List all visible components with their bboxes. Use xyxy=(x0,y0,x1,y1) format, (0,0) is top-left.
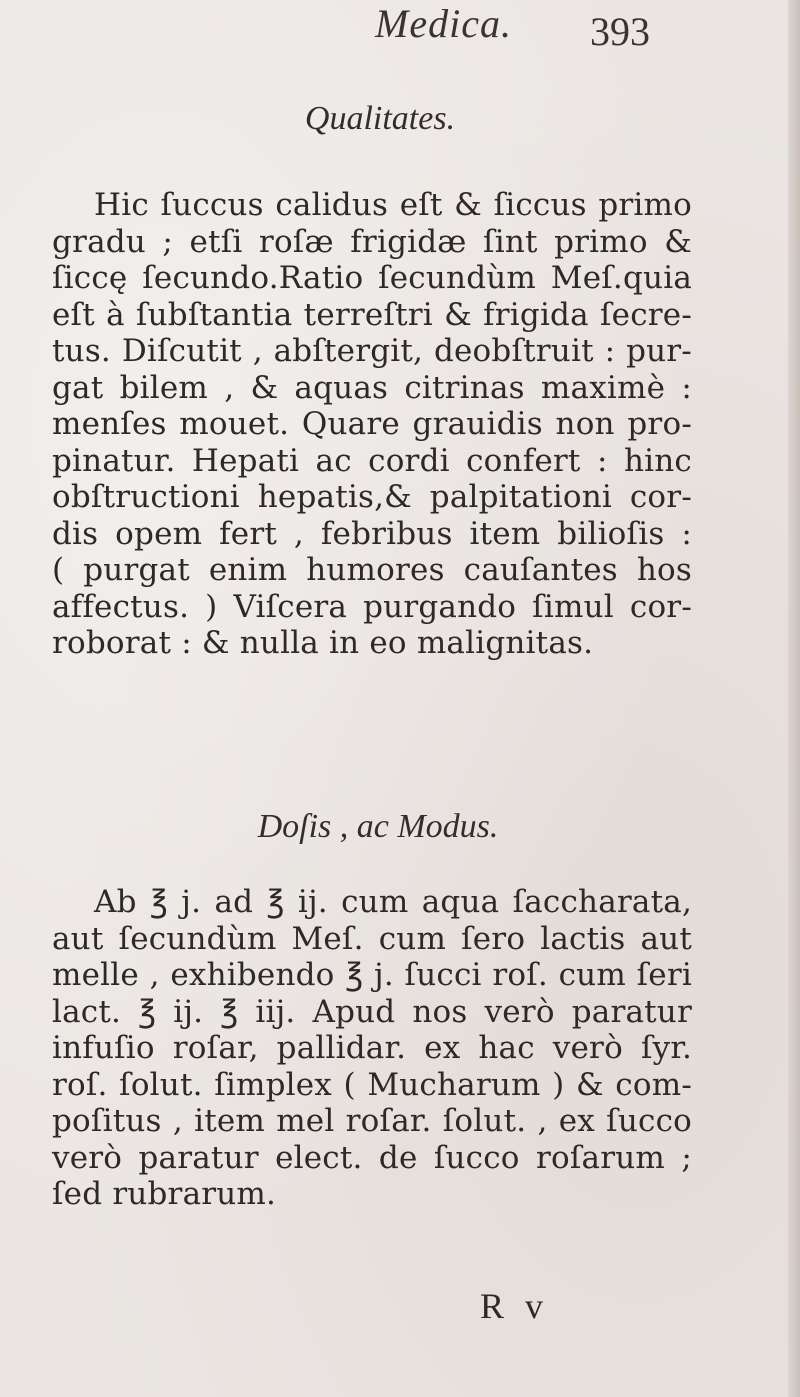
text-line: tus. Diſcutit , abſtergit, deobſtruit : pur- xyxy=(52,333,692,369)
text-line: gradu ; etſi roſæ frigidæ ſint primo & xyxy=(52,223,692,260)
text-line: melle , exhibendo ℥ j. ſucci roſ. cum ſeri xyxy=(52,957,692,993)
text-line: Hic ſuccus calidus eſt & ſiccus primo xyxy=(94,187,692,223)
text-line: dis opem fert , febribus item bilioſis : xyxy=(52,515,692,552)
text-line: ( purgat enim humores cauſantes hos xyxy=(52,552,692,588)
text-line: affectus. ) Viſcera purgando ſimul cor- xyxy=(52,588,692,625)
text-line: ſiccę ſecundo.Ratio ſecundùm Meſ.quia xyxy=(52,260,692,296)
text-line: eſt à ſubſtantia terreſtri & frigida ſecre- xyxy=(52,296,692,333)
text-line: pinatur. Hepati ac cordi confert : hinc xyxy=(52,442,692,479)
text-line: obſtructioni hepatis,& palpitationi cor- xyxy=(52,479,692,515)
page-number: 393 xyxy=(590,9,650,54)
signature-mark: R v xyxy=(480,1286,550,1326)
section-title-qualitates: Qualitates. xyxy=(304,100,456,137)
text-line: lact. ℥ ij. ℥ iij. Apud nos verò paratur xyxy=(52,993,692,1030)
text-line: ſed rubrarum. xyxy=(52,1176,277,1212)
running-head: Medica. xyxy=(375,1,512,46)
paragraph-dosis xyxy=(52,884,692,1213)
text-line: poſitus , item mel roſar. ſolut. , ex ſucco xyxy=(52,1103,692,1139)
text-line: Ab ℥ j. ad ℥ ij. cum aqua ſaccharata, xyxy=(94,884,692,920)
section-title-dosis: Doſis , ac Modus. xyxy=(257,808,499,845)
text-line: gat bilem , & aquas citrinas maximè : xyxy=(52,369,692,406)
text-line: aut ſecundùm Meſ. cum ſero lactis aut xyxy=(52,920,692,957)
text-line: verò paratur elect. de ſucco roſarum ; xyxy=(52,1139,692,1176)
text-line: roborat : & nulla in eo malignitas. xyxy=(52,625,594,661)
page-edge xyxy=(788,0,800,1397)
text-line: infuſio roſar, pallidar. ex hac verò ſyr. xyxy=(52,1030,692,1066)
text-line: menſes mouet. Quare grauidis non pro- xyxy=(52,406,692,442)
text-line: roſ. ſolut. ſimplex ( Mucharum ) & com- xyxy=(52,1066,692,1103)
paragraph-qualitates xyxy=(52,187,692,662)
